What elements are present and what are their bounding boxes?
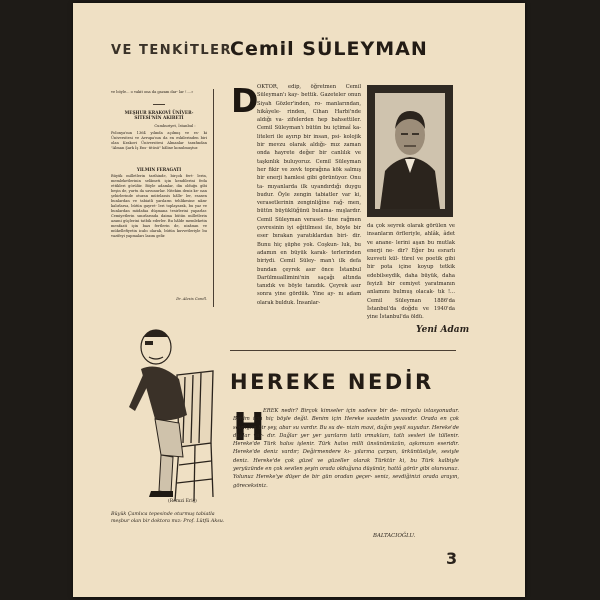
cartoon-illustration: [121, 315, 221, 505]
left-intro: ve böyle... o vakit ona da gazam dar- lar !....»: [111, 90, 194, 94]
divider: [153, 104, 165, 105]
portrait-photo: [367, 85, 453, 217]
portrait-figure: [375, 93, 445, 209]
article-body: OKTOR, edip, öğretmen Cemil Süleyman'ı kay- bettik. Gazeteler onun Siyah Gözler'inden, ro- manlarından, hikâyele- rinden, Cihan Harbi'nde aldığı va- zifelerden hep bahsettiler. Cemil Süleyman'ı bütün bu içtimaî ka- liteleri ile ayırıp bir insan, psi- kolojik bir mevzu olarak aldığı- mız zaman onda hayrete değer bir canlılık ve taşkınlık buluyoruz. Cemil Süleyman her fikir ve zevk toprağına kök salmış bir enerji hamlesi gibi görünüyor. Onu ta- mıyanlarda ilk uyandırdığı duygu budur. Öyle zengin tabiatler var ki, verasetlerinin zenginliğine rağ- men, bütün büyüklüğünü bulama- mışlardır. Cemil Süleyman veraset- tine rağmen çevresinin iyi eğitilmesi ile, böyle bir eser bırakan yaratıklardan biri- dir. Bunu hiç şüphe yok. Coşkun- luk, bu adamın en büyük karak- terlerinden biriydi. Cemil Süley- man'ı ilk defa bundan çeyrek asır önce İstanbul Darülmuallimini'nin saçağı altında tanıdık ve böyle tanıdık. Çeyrek asır sonra yine gördük. Yine ay- nı adam olarak bulduk. İnsanlar-: [257, 84, 361, 306]
cartoon-caption: Büyük Çamlıca tepesinde oturmuş tabiatla meşbur olan bir doktora mız: Prof. Lütfü Aksu.: [111, 512, 225, 524]
section-label: VE TENKİTLER: [111, 43, 233, 58]
section-rule: [230, 350, 456, 351]
hereke-body: EREK nedir? Birçok kimseler için sadece bir de- miryolu istasyonudur. Benim için hiç böyle değil. Benim için Hereke saadetin yuvasıdır. Orada en çok sevdiğim bir şey, abar su vardır. Bu su de- nizin mavi, dağın yeşil suyudur. Hereke'de dağlar var- dır. Dağlar yer yer yarıların tatlı ırmakları, tatlı sesleri ile tüllenir. Hereke'de Türk halısı işlenir. Türk halısı milli ünsünümüzün, aşkımızın eseridir. Hereke'de deniz vardır; Değirmendere kı- yılarına çarpan, ürküntüsüyle, sesiyle deniz. Hereke'de çok güzel ve güzeller olarak Türktür ki, bu Türk kalbiyle yeryüzünde en çok sevilen şeyin orada olduğuna düşünür, hattâ görür gibi olursunuz. Yolunuz Hereke'ye düşer de bir gün oradan geçer- seniz, sevdiğinizi orada arayın, göreceksiniz.: [233, 408, 459, 489]
cartoon-credit: (Remzi Eriş): [168, 499, 197, 504]
section2-title: YILMIN FERAGATI: [136, 167, 182, 172]
source-signature: Yeni Adam: [416, 325, 470, 335]
section1-title: MEŞHUR KRAKOVİ ÜNİVER- SİTESİ'NİN AKIBETİ: [124, 110, 194, 121]
hereke-drop-cap: H: [233, 405, 265, 449]
drop-cap: D: [231, 81, 259, 120]
article-title: Cemil SÜLEYMAN: [230, 38, 428, 60]
page-number: 3: [446, 549, 458, 568]
column-rule: [213, 89, 214, 307]
article-continuation: da çok seyrek olarak görülen ve insanların örfleriyle, ahlâk, âdet ve anane- lerini aşan bu mutlak enerji ne- dir? Eğer bu esrarlı kuvveti kül- türel ve poetik gibi bir pota içine koyup tetkik edebilseydik, daha büyük, daha feyizli bir cemiyet yaratmanın anlamını bulmuş olacak- tık !... Cemil Süleyman 1886'da İstanbul'da doğdu ve 1940'da yine İstanbul'da öldü.: [367, 223, 455, 321]
hereke-signature: BALTACIOĞLU.: [373, 533, 416, 539]
section1-place: Cumhuriyet, İstanbul :: [154, 124, 196, 128]
section1-body: Polonya'nın 1364 yılında açılmış ve es- ki Üniversitesi ve Avrupa'nın da en eskilerinden biri olan Krakovi Üniversitesi Almanlar tarafından "Alman Şark İş Ens- titüsü" hâline konulmuştur.: [111, 131, 207, 150]
section2-body: Büyük milletlerin tarihinde, birçok fert- lerin, memleketlerinin selâmeti için kendilerini feda ettikleri görülür. Böyle adamlar, din olduğu gibi beşin de, yurtu da savunurlar. Nitekim deniz ke- nan şehirlerinde oturan mütelassis hâlle- ler, esasen bunlardan ve tabiatli yarıların tehlikesine nâzır kalırlarsa, bütün gayret- leri toplayarak, bu yaz ve bunlardan müdafaa düşmana tesirlerini yaparlar. Cemiyetlerin sınırlarında daima bütün milletlerin azami güçlerini tatbik ederler. Bu hâlde memleketin menfaati için bazı fertlerin de, nizâmın ve mükellefiyetin icabı olarak, bütün kuvvetleriyle bu vazifeyi yapmaları lazım gelir.: [111, 174, 207, 238]
quote-signature: Dr. Alexis Carell.: [176, 297, 207, 301]
hereke-title: HEREKE NEDİR: [230, 370, 434, 394]
magazine-page: [73, 3, 525, 597]
